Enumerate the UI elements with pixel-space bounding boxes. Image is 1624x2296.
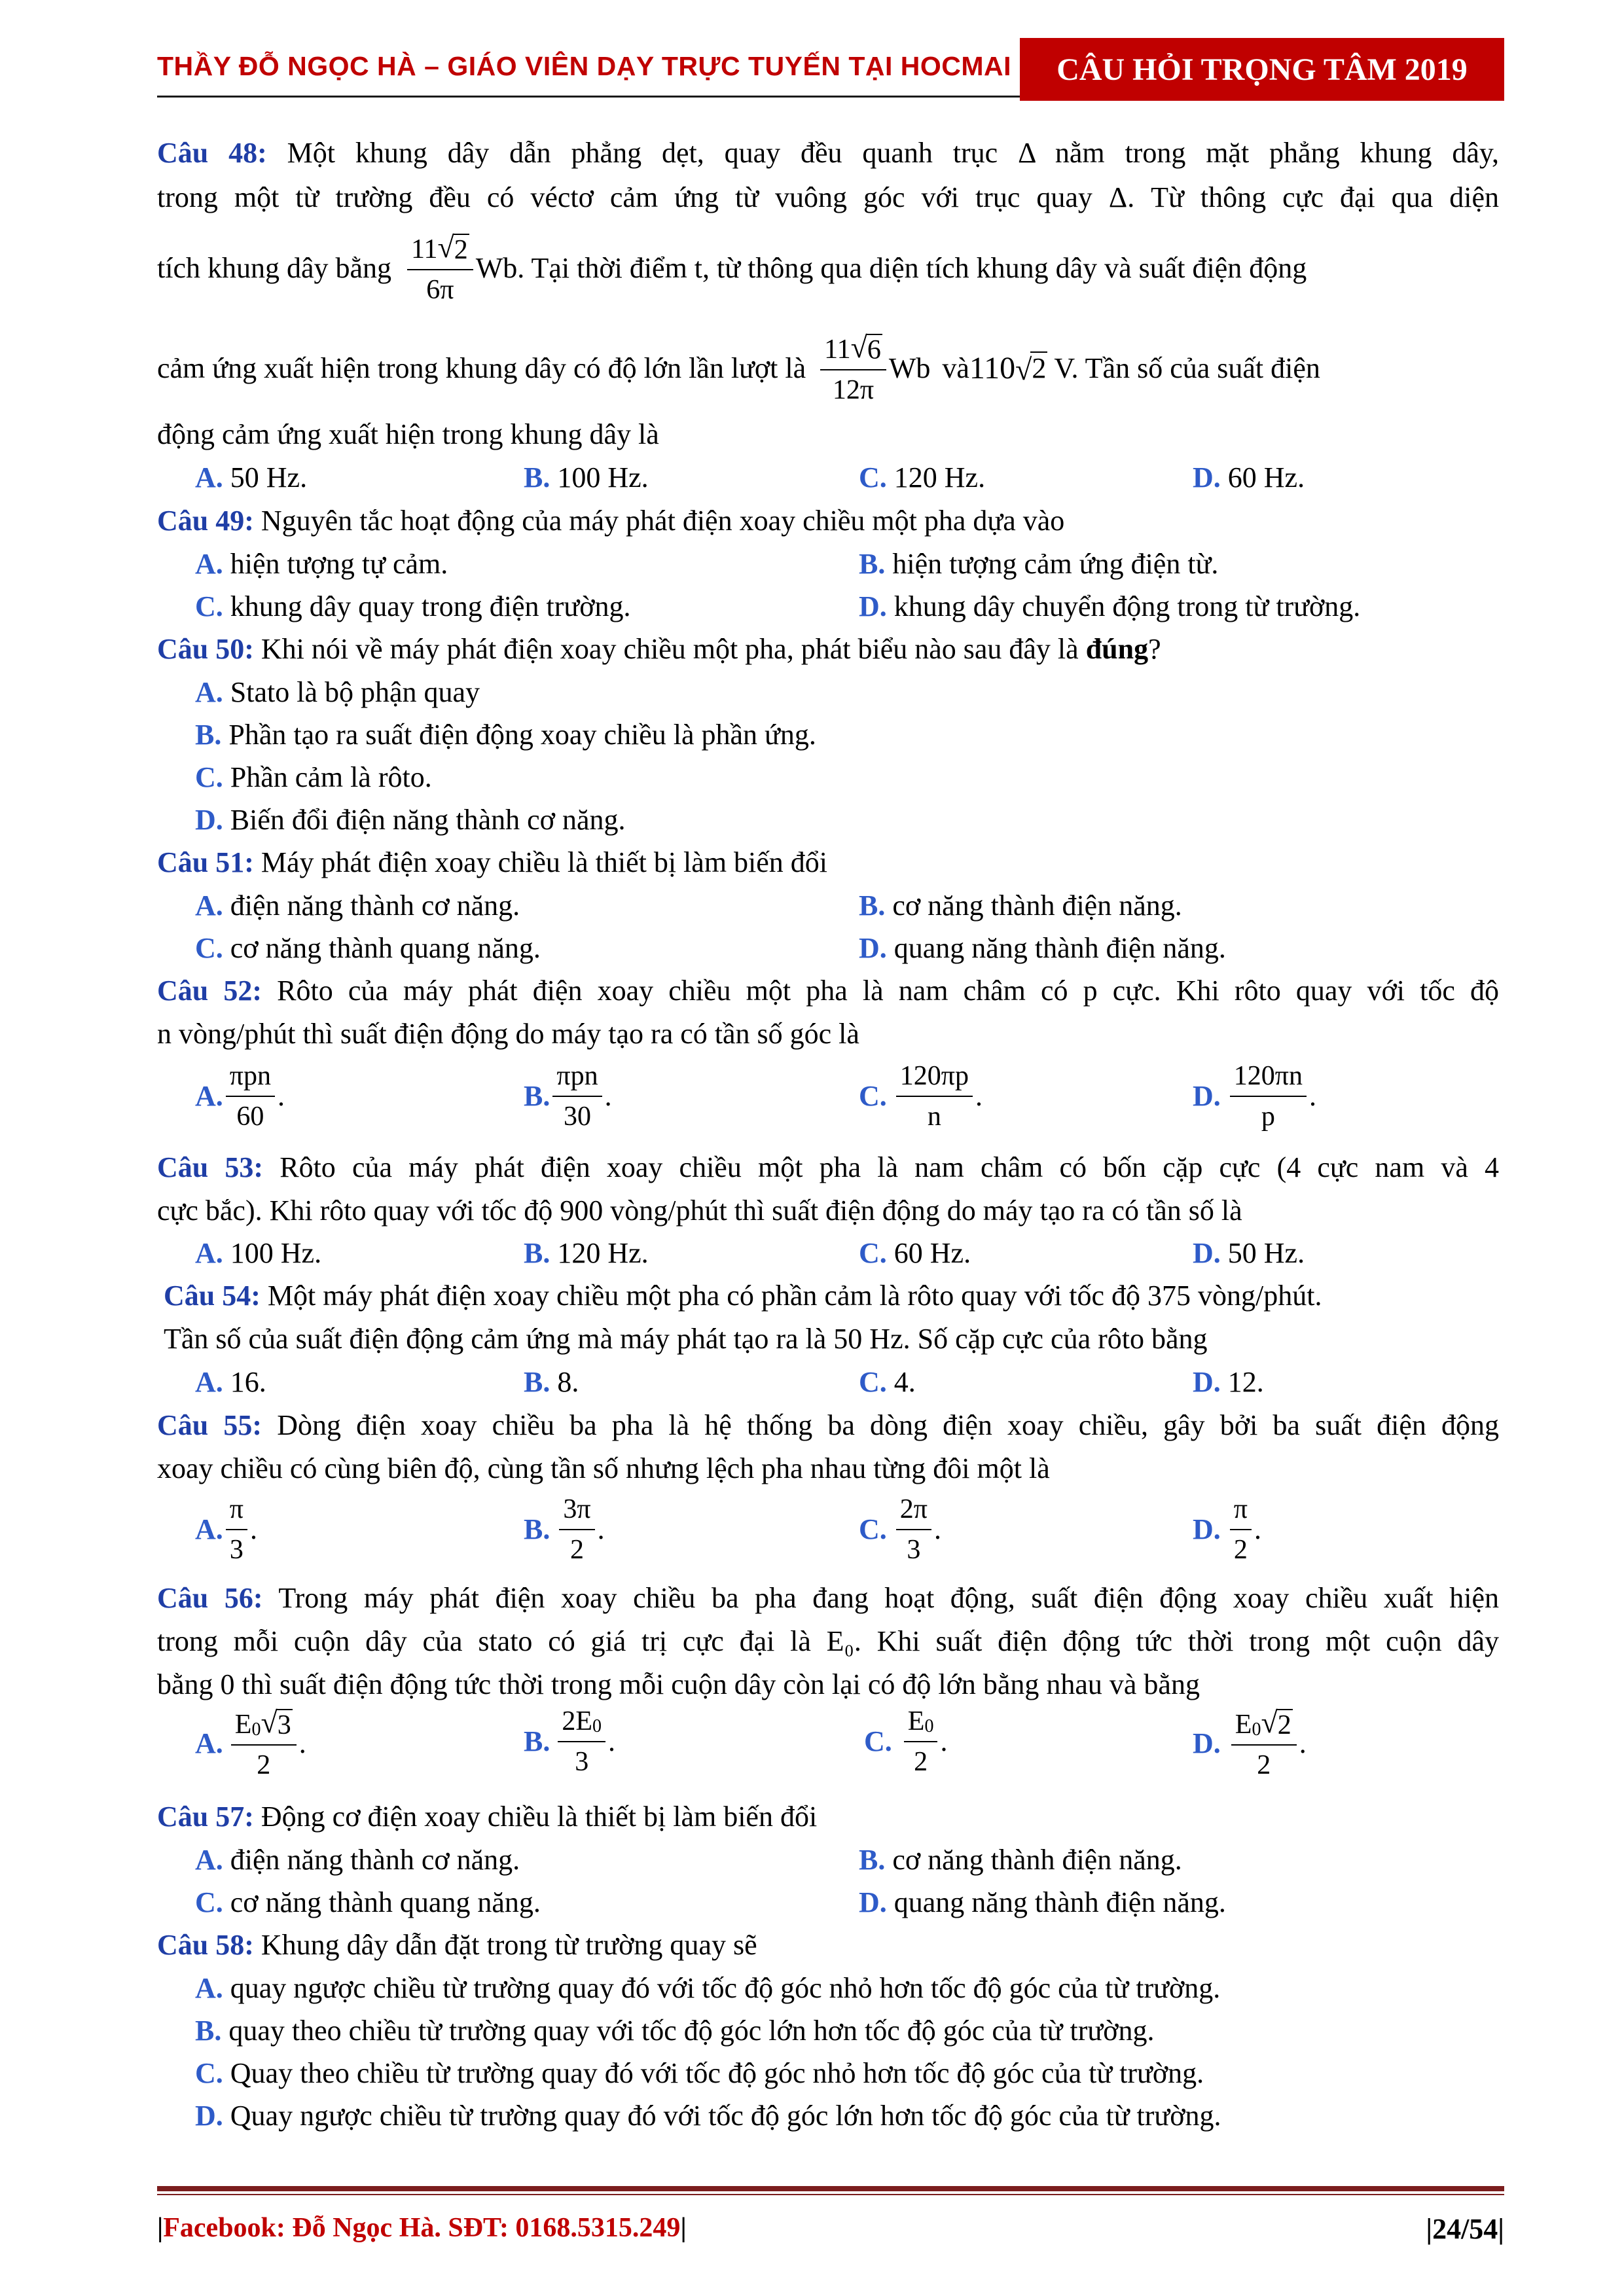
q53-option-a[interactable]: A. 100 Hz. <box>195 1237 322 1269</box>
q58-option-d[interactable]: D. Quay ngược chiều từ trường quay đó với tốc độ góc lớn hơn tốc độ góc của từ trường. <box>195 2100 1221 2132</box>
q52-text-1: Rôto của máy phát điện xoay chiều một pha là nam châm có p cực. Khi rôto quay với tốc độ <box>277 975 1500 1007</box>
q58-option-b[interactable]: B. quay theo chiều từ trường quay với tốc độ góc lớn hơn tốc độ góc của từ trường. <box>195 2015 1155 2047</box>
q58-option-a[interactable]: A. quay ngược chiều từ trường quay đó với tốc độ góc nhỏ hơn tốc độ góc của từ trường. <box>195 1972 1221 2004</box>
q52-line2: n vòng/phút thì suất điện động do máy tạo ra có tần số góc là <box>157 1018 859 1050</box>
q50-stem <box>157 635 1161 664</box>
q58-text: Khung dây dẫn đặt trong từ trường quay sẽ <box>261 1929 757 1961</box>
q55-option-c[interactable]: C. $\frac{2\pi}{3}$ . <box>859 1494 941 1566</box>
q53-option-c[interactable]: C. 60 Hz. <box>859 1237 971 1269</box>
q56-label: Câu 56: <box>157 1582 263 1614</box>
q57-option-c[interactable]: C. cơ năng thành quang năng. <box>195 1886 541 1918</box>
q49-option-b[interactable]: B. hiện tượng cảm ứng điện từ. <box>859 548 1219 580</box>
q57-text: Động cơ điện xoay chiều là thiết bị làm biến đổi <box>261 1801 818 1833</box>
q48-line4 <box>157 331 1499 406</box>
q48-option-c[interactable]: C. 120 Hz. <box>859 461 986 493</box>
q50-option-c[interactable]: C. Phần cảm là rôto. <box>195 761 432 793</box>
q49-option-d[interactable]: D. khung dây chuyển động trong từ trường. <box>859 590 1361 622</box>
q48-f2-num: 11 <box>824 334 851 365</box>
q48-f2-rad: 6 <box>867 334 881 365</box>
q48-text-1: Một khung dây dẫn phẳng dẹt, quay đều quanh trục Δ nằm trong mặt phẳng khung dây, <box>287 137 1499 169</box>
q50-option-d[interactable]: D. Biến đổi điện năng thành cơ năng. <box>195 804 626 836</box>
q53-label: Câu 53: <box>157 1151 264 1183</box>
q55-label: Câu 55: <box>157 1409 262 1441</box>
q55-option-d[interactable]: D. $\frac{\pi}{2}$ . <box>1193 1494 1261 1566</box>
q48-f2-den: 12π <box>832 374 875 405</box>
q54-option-b[interactable]: B. 8. <box>524 1366 579 1398</box>
q56-option-c[interactable]: C. E 0 2 . <box>864 1706 948 1778</box>
q52-line1 <box>157 977 1499 1005</box>
footer-page-number: |24/54| <box>1426 2213 1504 2245</box>
q51-option-d[interactable]: D. quang năng thành điện năng. <box>859 932 1226 964</box>
q50-end: ? <box>1148 633 1161 665</box>
q54-option-c[interactable]: C. 4. <box>859 1366 916 1398</box>
q53-text-1: Rôto của máy phát điện xoay chiều một pha là nam châm có bốn cặp cực (4 cực nam và 4 <box>280 1151 1500 1183</box>
q52-option-d[interactable]: D. $\frac{120\pi n}{p}$ . <box>1193 1061 1316 1132</box>
footer-rule-thick <box>157 2186 1504 2191</box>
q48-option-b[interactable]: B. 100 Hz. <box>524 461 649 493</box>
footer-facebook: Facebook: Đỗ Ngọc Hà. SĐT: 0168.5315.249 <box>163 2213 681 2243</box>
header-rule <box>157 96 1021 98</box>
q48-label: Câu 48: <box>157 137 267 169</box>
q50-bold-word: đúng <box>1085 633 1149 665</box>
q55-text-1: Dòng điện xoay chiều ba pha là hệ thống ba dòng điện xoay chiều, gây bởi ba suất điện động <box>277 1409 1500 1441</box>
q50-option-a[interactable]: A. Stato là bộ phận quay <box>195 676 480 708</box>
q52-label: Câu 52: <box>157 975 262 1007</box>
q56-text-1: Trong máy phát điện xoay chiều ba pha đang hoạt động, suất điện động xoay chiều xuất hiện <box>278 1582 1499 1614</box>
q53-line1 <box>157 1153 1499 1182</box>
q50-option-b[interactable]: B. Phần tạo ra suất điện động xoay chiều là phần ứng. <box>195 719 816 751</box>
q48-text-4c: và <box>942 351 969 384</box>
q52-option-a[interactable]: A. $\frac{\text{πpn}}{60}$ . <box>195 1061 285 1132</box>
q56-option-b[interactable]: B. 2 E 0 3 . <box>524 1706 616 1778</box>
q55-line2: xoay chiều có cùng biên độ, cùng tần số nhưng lệch pha nhau từng đôi một là <box>157 1452 1050 1484</box>
q48-line3 <box>157 230 1499 306</box>
q58-option-c[interactable]: C. Quay theo chiều từ trường quay đó với tốc độ góc nhỏ hơn tốc độ góc của từ trường. <box>195 2057 1204 2089</box>
q51-option-c[interactable]: C. cơ năng thành quang năng. <box>195 932 541 964</box>
q48-flux-max-fraction: 11 √ 2 6π <box>407 230 473 306</box>
q58-stem <box>157 1931 757 1960</box>
q56-line1 <box>157 1584 1499 1613</box>
q54-line2: Tần số của suất điện động cảm ứng mà máy phát tạo ra là 50 Hz. Số cặp cực của rôto bằng <box>164 1323 1208 1355</box>
q51-label: Câu 51: <box>157 846 254 878</box>
q54-line1 <box>164 1282 1322 1310</box>
q57-option-d[interactable]: D. quang năng thành điện năng. <box>859 1886 1226 1918</box>
q49-label: Câu 49: <box>157 505 254 537</box>
q49-stem <box>157 507 1064 535</box>
q50-label: Câu 50: <box>157 633 254 665</box>
q48-f1-den: 6π <box>426 274 454 305</box>
q48-text-4e: V. Tần số của suất điện <box>1054 351 1320 384</box>
q48-text-4b: Wb <box>888 351 931 384</box>
q55-option-b[interactable]: B. $\frac{3\pi}{2}$ . <box>524 1494 605 1566</box>
q48-flux-t-fraction: 11 √ 6 12π <box>820 331 886 406</box>
footer-rule-thin <box>157 2194 1504 2195</box>
q52-option-b[interactable]: B. $\frac{\text{πpn}}{30}$ . <box>524 1061 612 1132</box>
q49-option-c[interactable]: C. khung dây quay trong điện trường. <box>195 590 631 622</box>
q50-text: Khi nói về máy phát điện xoay chiều một pha, phát biểu nào sau đây là <box>261 633 1079 665</box>
q48-emf-sqrt: √ 2 <box>1015 352 1047 386</box>
q55-option-a[interactable]: A. $\frac{\pi}{3}$ . <box>195 1494 257 1566</box>
q56-line3: bằng 0 thì suất điện động tức thời trong mỗi cuộn dây còn lại có độ lớn bằng nhau và bằng <box>157 1668 1200 1700</box>
q48-emf-rad: 2 <box>1032 352 1047 385</box>
q57-option-b[interactable]: B. cơ năng thành điện năng. <box>859 1844 1182 1876</box>
q48-line1 <box>157 139 1499 168</box>
q48-text-4d: 110 <box>969 350 1016 386</box>
q51-option-a[interactable]: A. điện năng thành cơ năng. <box>195 889 520 922</box>
q54-option-d[interactable]: D. 12. <box>1193 1366 1264 1398</box>
q53-line2: cực bắc). Khi rôto quay với tốc độ 900 vòng/phút thì suất điện động do máy tạo ra có tần số là <box>157 1194 1242 1227</box>
q58-label: Câu 58: <box>157 1929 254 1961</box>
q54-text-1: Một máy phát điện xoay chiều một pha có phần cảm là rôto quay với tốc độ 375 vòng/phút. <box>267 1280 1322 1312</box>
q57-stem <box>157 1803 817 1831</box>
q48-line5: động cảm ứng xuất hiện trong khung dây là <box>157 418 659 450</box>
footer-contact: |Facebook: Đỗ Ngọc Hà. SĐT: 0168.5315.249| <box>157 2213 687 2243</box>
q56-option-a[interactable]: A. E 0 √ 3 2 . <box>195 1706 306 1780</box>
q53-option-d[interactable]: D. 50 Hz. <box>1193 1237 1305 1269</box>
q48-line2: trong một từ trường đều có véctơ cảm ứng từ vuông góc với trục quay Δ. Từ thông cực đại qua diện <box>157 181 1499 213</box>
q54-option-a[interactable]: A. 16. <box>195 1366 266 1398</box>
q55-line1 <box>157 1411 1499 1440</box>
header-section-badge: CÂU HỎI TRỌNG TÂM 2019 <box>1020 38 1504 101</box>
q48-text-3a: tích khung dây bằng <box>157 251 392 284</box>
q51-option-b[interactable]: B. cơ năng thành điện năng. <box>859 889 1182 922</box>
q51-stem <box>157 848 827 877</box>
q48-f1-num: 11 <box>411 234 438 264</box>
q51-text: Máy phát điện xoay chiều là thiết bị làm biến đổi <box>261 846 828 878</box>
q54-label: Câu 54: <box>164 1280 261 1312</box>
q48-option-d[interactable]: D. 60 Hz. <box>1193 461 1305 493</box>
q48-option-a[interactable]: A. 50 Hz. <box>195 461 308 493</box>
header-teacher-title: THẦY ĐỖ NGỌC HÀ – GIÁO VIÊN DẠY TRỰC TUYẾN TẠI HOCMAI <box>157 51 1012 81</box>
q57-option-a[interactable]: A. điện năng thành cơ năng. <box>195 1844 520 1876</box>
q48-text-3b: Wb. Tại thời điểm t, từ thông qua diện tích khung dây và suất điện động <box>475 251 1307 284</box>
q52-option-c[interactable]: C. $\frac{120\pi p}{n}$ . <box>859 1061 983 1132</box>
q49-text: Nguyên tắc hoạt động của máy phát điện xoay chiều một pha dựa vào <box>261 505 1065 537</box>
q53-option-b[interactable]: B. 120 Hz. <box>524 1237 649 1269</box>
q56-option-d[interactable]: D. E 0 √ 2 2 . <box>1193 1706 1307 1780</box>
q56-line2: trong mỗi cuộn dây của stato có giá trị cực đại là E₀. Khi suất điện động tức thời trong một cuộn dây <box>157 1625 1499 1657</box>
q49-option-a[interactable]: A. hiện tượng tự cảm. <box>195 548 448 580</box>
q48-text-4a: cảm ứng xuất hiện trong khung dây có độ lớn lần lượt là <box>157 351 806 384</box>
q48-f1-rad: 2 <box>454 234 468 265</box>
q57-label: Câu 57: <box>157 1801 254 1833</box>
